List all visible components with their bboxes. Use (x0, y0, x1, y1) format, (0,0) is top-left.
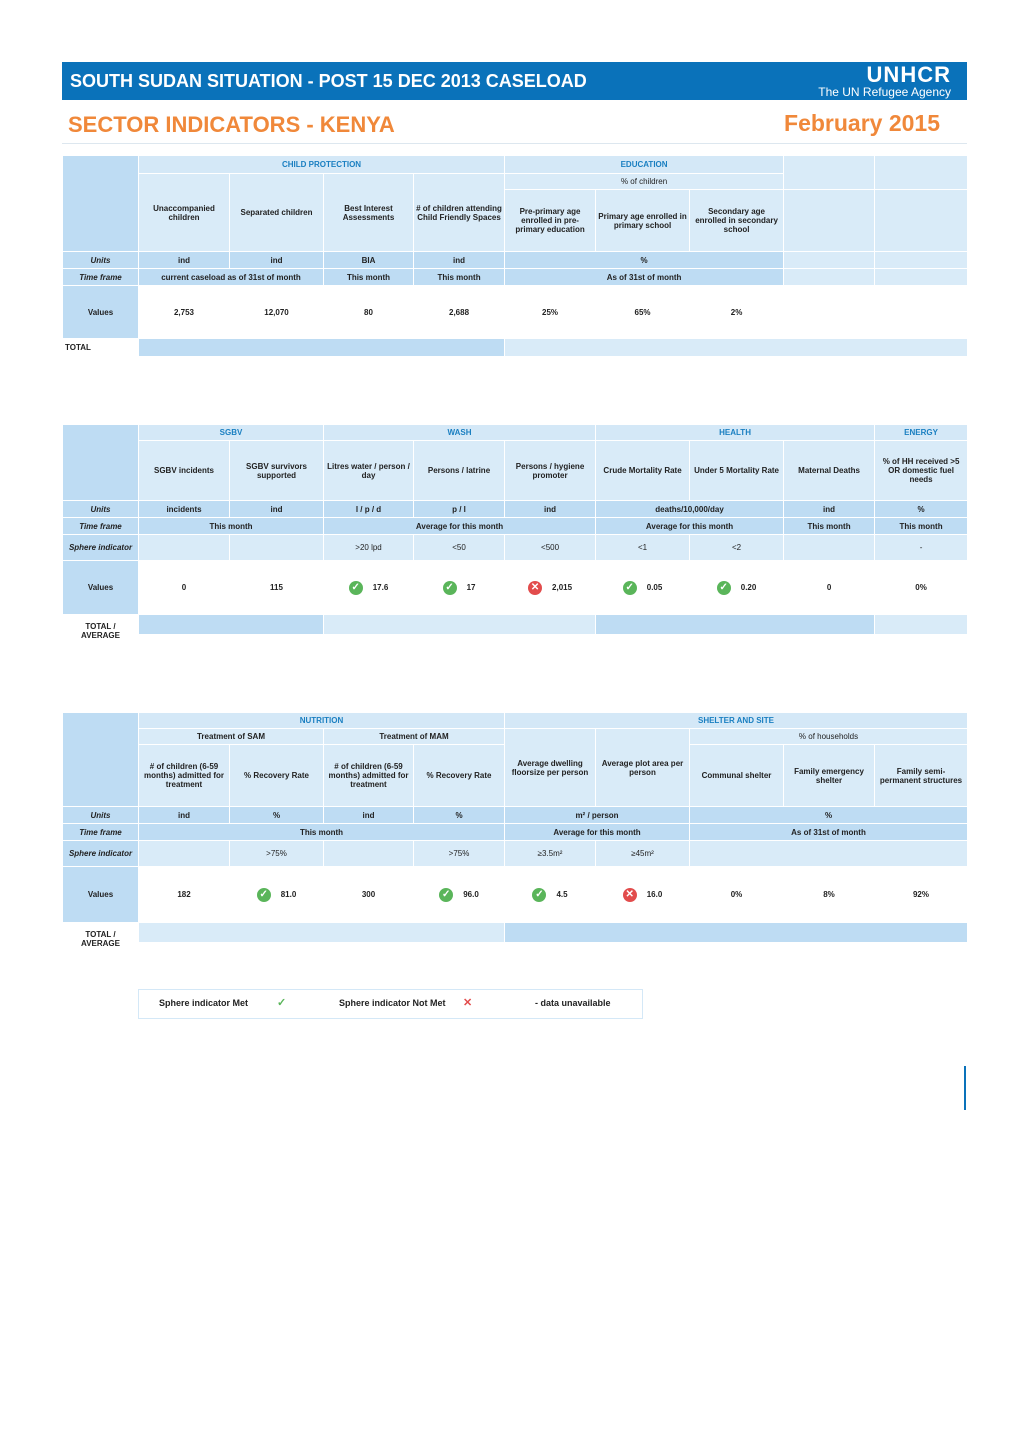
unit-cell: p / l (414, 501, 505, 518)
table-child-protection-education (62, 155, 968, 357)
col-header: Litres water / person / day (324, 441, 414, 501)
total-cell (505, 923, 968, 943)
col-header: Maternal Deaths (784, 441, 875, 501)
value-cell: 115 (230, 561, 324, 615)
unhcr-logo (818, 64, 951, 98)
cross-icon: ✕ (623, 888, 637, 902)
unit-cell: % (875, 501, 968, 518)
sphere-cell: >20 lpd (324, 535, 414, 561)
total-cell (139, 615, 324, 635)
sphere-cell: >75% (230, 841, 324, 867)
col-header: Best Interest Assessments (324, 174, 414, 252)
legend-met-label: Sphere indicator Met (159, 998, 249, 1008)
unit-cell: % (690, 807, 968, 824)
empty-cell (784, 286, 875, 339)
value-cell: 80 (324, 286, 414, 339)
value-cell (690, 561, 784, 615)
col-header: SGBV survivors supported (230, 441, 324, 501)
total-cell (139, 923, 505, 943)
col-header: Pre-primary age enrolled in pre-primary education (505, 190, 596, 252)
sphere-cell: <50 (414, 535, 505, 561)
unit-cell: l / p / d (324, 501, 414, 518)
spacer (139, 943, 968, 955)
cross-icon: ✕ (463, 997, 473, 1009)
unit-cell: BIA (324, 252, 414, 269)
value-cell (414, 561, 505, 615)
value-cell (596, 867, 690, 923)
value-text: 96.0 (463, 889, 479, 899)
value-cell (505, 561, 596, 615)
legend-not-met-label: Sphere indicator Not Met (339, 998, 446, 1008)
time-cell: This month (414, 269, 505, 286)
col-header: Secondary age enrolled in secondary school (690, 190, 784, 252)
col-header: Persons / latrine (414, 441, 505, 501)
section-health: HEALTH (596, 425, 875, 441)
empty-cell (139, 841, 230, 867)
row-label-units: Units (63, 501, 139, 518)
col-header: Communal shelter (690, 745, 784, 807)
time-cell: Average for this month (596, 518, 784, 535)
sphere-cell: <500 (505, 535, 596, 561)
empty-cell (875, 190, 968, 252)
section-child-protection: CHILD PROTECTION (139, 156, 505, 174)
table-nutrition-shelter (62, 712, 968, 955)
unit-cell: % (414, 807, 505, 824)
check-icon: ✓ (623, 581, 637, 595)
check-icon: ✓ (443, 581, 457, 595)
unit-cell: ind (230, 252, 324, 269)
col-header: # of children (6-59 months) admitted for treatment (139, 745, 230, 807)
value-cell (414, 867, 505, 923)
logo-sub: The UN Refugee Agency (818, 85, 951, 99)
unit-cell: incidents (139, 501, 230, 518)
row-label-time-frame: Time frame (63, 824, 139, 841)
row-label-sphere: Sphere indicator (63, 535, 139, 561)
section-energy: ENERGY (875, 425, 968, 441)
value-cell (230, 867, 324, 923)
col-header: Crude Mortality Rate (596, 441, 690, 501)
value-cell: 300 (324, 867, 414, 923)
time-cell: This month (324, 269, 414, 286)
unit-cell: m² / person (505, 807, 690, 824)
sphere-cell: <2 (690, 535, 784, 561)
row-label-values: Values (63, 561, 139, 615)
households-subheader: % of households (690, 729, 968, 745)
check-icon: ✓ (439, 888, 453, 902)
col-header: Family semi-permanent structures (875, 745, 968, 807)
value-text: 17.6 (372, 582, 389, 592)
row-label-time-frame: Time frame (63, 518, 139, 535)
row-label-values: Values (63, 867, 139, 923)
row-label-total-average: TOTAL / AVERAGE (63, 615, 139, 647)
sphere-cell: ≥3.5m² (505, 841, 596, 867)
time-cell: This month (784, 518, 875, 535)
value-cell: 12,070 (230, 286, 324, 339)
value-cell: 65% (596, 286, 690, 339)
value-cell: 25% (505, 286, 596, 339)
time-cell: This month (139, 518, 324, 535)
page-edge-marker (964, 1066, 966, 1110)
time-cell: This month (139, 824, 505, 841)
time-cell: As of 31st of month (505, 269, 784, 286)
value-cell (596, 561, 690, 615)
header-banner (62, 62, 967, 100)
section-education: EDUCATION (505, 156, 784, 174)
row-label-sphere: Sphere indicator (63, 841, 139, 867)
value-text: 2,015 (552, 582, 573, 592)
value-cell (505, 867, 596, 923)
col-header: # of children (6-59 months) admitted for treatment (324, 745, 414, 807)
unit-cell: ind (414, 252, 505, 269)
sphere-cell: <1 (596, 535, 690, 561)
row-label-units: Units (63, 807, 139, 824)
value-cell (324, 561, 414, 615)
sphere-cell: >75% (414, 841, 505, 867)
section-shelter: SHELTER AND SITE (505, 713, 968, 729)
row-label-units: Units (63, 252, 139, 269)
row-label-values: Values (63, 286, 139, 339)
legend-na-label: - data unavailable (535, 998, 611, 1008)
corner-cell (63, 425, 139, 501)
divider (62, 143, 967, 144)
sphere-cell: - (875, 535, 968, 561)
unit-cell: % (230, 807, 324, 824)
time-cell: current caseload as of 31st of month (139, 269, 324, 286)
col-header: % Recovery Rate (230, 745, 324, 807)
value-cell: 182 (139, 867, 230, 923)
col-header: Primary age enrolled in primary school (596, 190, 690, 252)
value-cell: 2,688 (414, 286, 505, 339)
value-cell: 0% (690, 867, 784, 923)
unit-cell: ind (505, 501, 596, 518)
check-icon: ✓ (717, 581, 731, 595)
value-cell: 2,753 (139, 286, 230, 339)
total-cell (505, 339, 968, 357)
time-cell: Average for this month (324, 518, 596, 535)
empty-cell (784, 535, 875, 561)
col-header: Separated children (230, 174, 324, 252)
check-icon: ✓ (257, 888, 271, 902)
check-icon: ✓ (349, 581, 363, 595)
section-wash: WASH (324, 425, 596, 441)
total-cell (139, 339, 505, 357)
empty-cell (784, 269, 875, 286)
value-cell: 0 (139, 561, 230, 615)
empty-cell (324, 841, 414, 867)
value-text: 16.0 (646, 889, 663, 899)
table-sgbv-wash-health-energy (62, 424, 968, 647)
col-header: Under 5 Mortality Rate (690, 441, 784, 501)
unit-cell: ind (324, 807, 414, 824)
education-subheader: % of children (505, 174, 784, 190)
check-icon: ✓ (532, 888, 546, 902)
report-date: February 2015 (784, 110, 940, 136)
spacer (139, 635, 968, 647)
col-header: % of HH received >5 OR domestic fuel needs (875, 441, 968, 501)
unit-cell: ind (139, 807, 230, 824)
empty-cell (784, 190, 875, 252)
legend (138, 989, 643, 1019)
page-subtitle: SECTOR INDICATORS - KENYA (68, 112, 395, 137)
mam-subheader: Treatment of MAM (324, 729, 505, 745)
sam-subheader: Treatment of SAM (139, 729, 324, 745)
total-cell (875, 615, 968, 635)
col-header: SGBV incidents (139, 441, 230, 501)
value-cell: 92% (875, 867, 968, 923)
unit-cell: ind (139, 252, 230, 269)
unit-cell: deaths/10,000/day (596, 501, 784, 518)
empty-cell (875, 156, 968, 190)
col-header: Family emergency shelter (784, 745, 875, 807)
empty-cell (230, 535, 324, 561)
time-cell: Average for this month (505, 824, 690, 841)
section-sgbv: SGBV (139, 425, 324, 441)
value-cell: 2% (690, 286, 784, 339)
value-cell: 0 (784, 561, 875, 615)
corner-cell (63, 156, 139, 252)
col-header: # of children attending Child Friendly Spaces (414, 174, 505, 252)
banner-title: SOUTH SUDAN SITUATION - POST 15 DEC 2013 CASELOAD (70, 71, 587, 91)
unit-cell: ind (230, 501, 324, 518)
unit-cell: ind (784, 501, 875, 518)
empty-cell (784, 252, 875, 269)
total-cell (324, 615, 596, 635)
total-cell (596, 615, 875, 635)
value-text: 0.05 (646, 582, 663, 592)
value-text: 81.0 (280, 889, 297, 899)
col-header: Average plot area per person (596, 729, 690, 807)
empty-cell (875, 286, 968, 339)
row-label-time-frame: Time frame (63, 269, 139, 286)
section-nutrition: NUTRITION (139, 713, 505, 729)
empty-cell (784, 156, 875, 190)
time-cell: This month (875, 518, 968, 535)
row-label-total-average: TOTAL / AVERAGE (63, 923, 139, 955)
empty-cell (875, 252, 968, 269)
empty-cell (139, 535, 230, 561)
check-icon: ✓ (277, 997, 287, 1009)
value-text: 17 (466, 582, 476, 592)
col-header: Unaccompanied children (139, 174, 230, 252)
empty-cell (875, 269, 968, 286)
col-header: Average dwelling floorsize per person (505, 729, 596, 807)
value-text: 4.5 (556, 889, 568, 899)
sphere-cell: ≥45m² (596, 841, 690, 867)
value-text: 0.20 (740, 582, 757, 592)
corner-cell (63, 713, 139, 807)
logo-name: UNHCR (866, 62, 951, 87)
empty-cell (690, 841, 968, 867)
value-cell: 8% (784, 867, 875, 923)
time-cell: As of 31st of month (690, 824, 968, 841)
cross-icon: ✕ (528, 581, 542, 595)
value-cell: 0% (875, 561, 968, 615)
col-header: % Recovery Rate (414, 745, 505, 807)
col-header: Persons / hygiene promoter (505, 441, 596, 501)
row-label-total: TOTAL (63, 339, 139, 357)
unit-cell: % (505, 252, 784, 269)
